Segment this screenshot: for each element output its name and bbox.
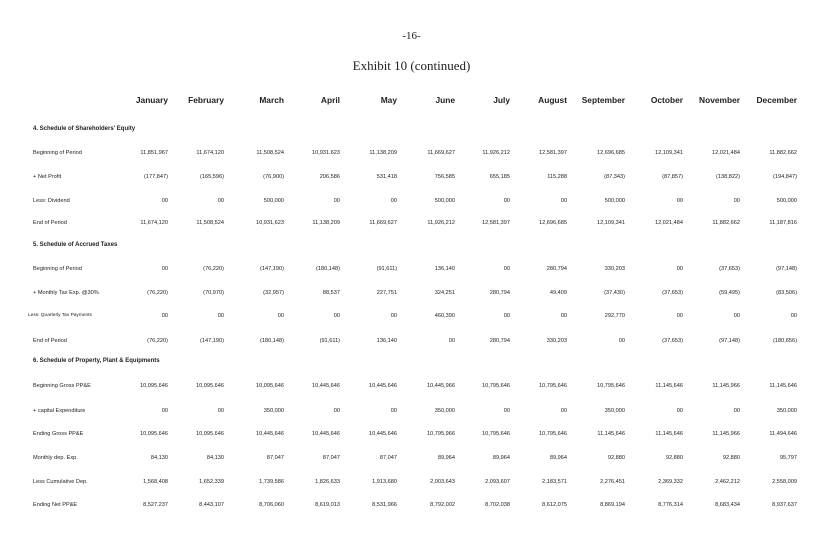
table-cell: 10,795,646 [482,383,510,389]
table-cell: 00 [333,313,340,319]
table-cell: 280,794 [489,290,510,296]
table-cell: 10,445,966 [427,383,455,389]
table-cell: (76,900) [263,174,284,180]
table-cell: 2,093,607 [485,479,510,485]
row-label: Less: Quarterly Tax Payments [28,313,92,318]
table-cell: 10,095,646 [140,383,168,389]
row-label: Less: Dividend [33,198,70,204]
table-cell: 8,706,060 [259,502,284,508]
table-cell: (76,220) [147,290,168,296]
table-cell: (32,957) [263,290,284,296]
table-cell: 8,869,194 [600,502,625,508]
table-cell: 11,145,966 [712,431,740,437]
table-cell: (87,343) [604,174,625,180]
table-cell: 12,696,685 [539,220,567,226]
table-cell: 11,851,967 [140,150,168,156]
table-cell: 11,669,627 [369,220,397,226]
table-cell: 350,000 [263,408,284,414]
table-cell: (165,596) [200,174,224,180]
table-cell: 2,369,332 [658,479,683,485]
table-cell: 11,138,209 [369,150,397,156]
table-cell: 500,000 [263,198,284,204]
table-cell: 00 [333,408,340,414]
table-cell: 00 [733,313,740,319]
table-cell: 00 [448,338,455,344]
table-cell: 11,508,524 [196,220,224,226]
table-cell: 11,669,627 [427,150,455,156]
row-label: + Monthly Tax Exp. @30% [33,290,99,296]
table-cell: 00 [277,313,284,319]
table-cell: (59,495) [719,290,740,296]
table-cell: 00 [217,198,224,204]
table-cell: 88,537 [322,290,340,296]
table-cell: (87,857) [662,174,683,180]
table-cell: 12,109,341 [597,220,625,226]
table-cell: 00 [390,313,397,319]
table-cell: 10,445,646 [369,431,397,437]
table-cell: 12,021,484 [655,220,683,226]
row-label: End of Period [33,338,67,344]
table-cell: 92,880 [665,455,683,461]
table-cell: 49,409 [549,290,567,296]
month-header-february: February [188,95,224,105]
table-cell: (177,847) [144,174,168,180]
table-cell: 2,183,571 [542,479,567,485]
row-label: Beginning of Period [33,150,82,156]
page-number: -16- [402,30,421,42]
table-cell: 00 [676,198,683,204]
table-cell: 89,964 [437,455,455,461]
table-cell: (147,190) [200,338,224,344]
table-cell: 00 [503,266,510,272]
table-cell: 00 [560,313,567,319]
table-cell: 10,795,646 [539,431,567,437]
table-cell: 10,095,646 [196,431,224,437]
section-title: 4. Schedule of Shareholders' Equity [33,126,136,132]
exhibit-title: Exhibit 10 (continued) [352,58,471,73]
table-cell: 8,612,075 [542,502,567,508]
table-cell: 11,882,662 [769,150,797,156]
table-cell: (37,653) [719,266,740,272]
table-cell: 292,770 [604,313,625,319]
row-label: End of Period [33,220,67,226]
table-cell: 11,882,662 [712,220,740,226]
table-cell: 11,145,966 [712,383,740,389]
row-label: Beginning of Period [33,266,82,272]
table-cell: 10,795,646 [597,383,625,389]
table-cell: 84,130 [206,455,224,461]
table-cell: 00 [333,198,340,204]
table-cell: (180,148) [316,266,340,272]
table-cell: 92,880 [607,455,625,461]
table-cell: (76,220) [203,266,224,272]
table-cell: (83,506) [776,290,797,296]
table-cell: 10,445,646 [256,431,284,437]
table-cell: 95,797 [779,455,797,461]
table-cell: 8,702,038 [485,502,510,508]
month-header-october: October [650,95,683,105]
table-cell: 330,203 [604,266,625,272]
table-cell: 500,000 [604,198,625,204]
table-cell: 324,251 [434,290,455,296]
table-cell: 531,418 [376,174,397,180]
table-cell: 00 [161,198,168,204]
table-cell: 500,000 [434,198,455,204]
table-cell: 10,445,646 [369,383,397,389]
row-label: + capital Expenditure [33,408,86,414]
table-cell: 8,619,013 [315,502,340,508]
row-label: Ending Gross PP&E [33,431,84,437]
table-cell: (91,611) [376,266,397,272]
table-cell: 2,276,451 [600,479,625,485]
table-cell: 12,109,341 [655,150,683,156]
table-cell: 12,696,685 [597,150,625,156]
table-cell: 00 [503,313,510,319]
table-cell: 12,581,397 [539,150,567,156]
table-cell: 89,964 [492,455,510,461]
month-header-july: July [493,95,510,105]
month-header-september: September [581,95,625,105]
table-cell: 8,792,002 [430,502,455,508]
table-cell: 11,926,212 [427,220,455,226]
table-cell: 10,095,646 [256,383,284,389]
table-cell: 00 [618,338,625,344]
table-cell: 655,185 [489,174,510,180]
table-cell: 00 [560,408,567,414]
table-cell: 2,558,009 [772,479,797,485]
table-cell: (91,611) [319,338,340,344]
table-cell: 00 [503,198,510,204]
table-cell: 10,095,646 [140,431,168,437]
table-cell: 1,568,408 [143,479,168,485]
table-cell: (37,653) [662,290,683,296]
table-cell: 350,000 [776,408,797,414]
month-header-january: January [135,95,168,105]
table-cell: 136,140 [376,338,397,344]
table-cell: 8,531,966 [372,502,397,508]
table-cell: 00 [790,313,797,319]
table-cell: 00 [161,408,168,414]
section-title: 6. Schedule of Property, Plant & Equipments [33,358,160,364]
table-cell: 8,776,314 [658,502,683,508]
row-label: Ending Net PP&E [33,502,78,508]
table-cell: 330,203 [546,338,567,344]
table-cell: 136,140 [434,266,455,272]
row-label: + Net Profit [33,174,62,180]
row-label: Beginning Gross PP&E [33,383,91,389]
month-header-april: April [320,95,340,105]
table-cell: 10,445,646 [312,383,340,389]
table-cell: 87,047 [379,455,397,461]
table-cell: 87,047 [266,455,284,461]
table-cell: 11,494,646 [769,431,797,437]
table-cell: 460,390 [434,313,455,319]
table-cell: 00 [390,408,397,414]
table-cell: 350,000 [604,408,625,414]
table-cell: 12,581,397 [482,220,510,226]
table-cell: 00 [676,408,683,414]
table-cell: 00 [733,198,740,204]
table-cell: 89,964 [549,455,567,461]
table-cell: 00 [560,198,567,204]
table-cell: 8,443,107 [199,502,224,508]
table-cell: 8,527,237 [143,502,168,508]
table-cell: 350,000 [434,408,455,414]
table-cell: 00 [217,313,224,319]
section-title: 5. Schedule of Accrued Taxes [33,242,118,248]
month-header-june: June [435,95,455,105]
table-cell: 280,794 [546,266,567,272]
table-cell: 280,794 [489,338,510,344]
table-cell: 87,047 [322,455,340,461]
table-cell: (194,847) [773,174,797,180]
month-header-march: March [259,95,284,105]
month-header-november: November [699,95,740,105]
table-cell: 00 [161,266,168,272]
table-cell: 12,021,484 [712,150,740,156]
table-cell: 00 [161,313,168,319]
table-cell: 10,445,646 [312,431,340,437]
table-cell: (138,822) [716,174,740,180]
table-cell: 11,508,524 [256,150,284,156]
table-cell: (37,430) [604,290,625,296]
table-cell: 11,145,646 [597,431,625,437]
table-cell: 84,130 [150,455,168,461]
table-cell: (180,148) [260,338,284,344]
table-cell: 227,751 [376,290,397,296]
table-cell: (97,148) [719,338,740,344]
table-cell: (180,656) [773,338,797,344]
table-cell: 11,674,120 [196,150,224,156]
row-label: Less Cumulative Dep. [33,479,88,485]
table-cell: 10,931,623 [256,220,284,226]
table-cell: 1,739,586 [259,479,284,485]
table-cell: 11,145,646 [655,383,683,389]
table-cell: 00 [217,408,224,414]
table-cell: 115,288 [547,174,567,180]
table-cell: 11,138,209 [312,220,340,226]
table-cell: 11,674,120 [140,220,168,226]
table-cell: 756,585 [434,174,455,180]
table-cell: (37,653) [662,338,683,344]
table-cell: 11,145,646 [769,383,797,389]
table-cell: 1,913,680 [372,479,397,485]
table-cell: 00 [390,198,397,204]
table-cell: 2,003,643 [430,479,455,485]
month-header-december: December [756,95,797,105]
table-cell: 8,937,637 [772,502,797,508]
table-cell: 11,145,646 [655,431,683,437]
table-cell: 00 [676,313,683,319]
table-cell: (76,220) [147,338,168,344]
table-cell: (97,148) [776,266,797,272]
table-cell: (70,970) [203,290,224,296]
table-cell: 10,095,646 [196,383,224,389]
table-cell: 11,926,212 [482,150,510,156]
table-cell: 1,826,633 [315,479,340,485]
month-header-may: May [380,95,397,105]
table-cell: 8,683,434 [715,502,740,508]
table-cell: 11,187,816 [769,220,797,226]
table-cell: 1,652,339 [199,479,224,485]
month-header-august: August [538,95,567,105]
row-label: Monthly dep. Exp. [33,455,78,461]
table-cell: 2,462,212 [715,479,740,485]
table-cell: 10,931,623 [312,150,340,156]
table-cell: 10,795,646 [539,383,567,389]
table-cell: 10,795,646 [482,431,510,437]
table-cell: (147,190) [260,266,284,272]
table-cell: 206,586 [319,174,340,180]
table-cell: 00 [733,408,740,414]
table-cell: 00 [676,266,683,272]
table-cell: 00 [503,408,510,414]
table-cell: 10,795,966 [427,431,455,437]
table-cell: 92,880 [722,455,740,461]
table-cell: 500,000 [776,198,797,204]
